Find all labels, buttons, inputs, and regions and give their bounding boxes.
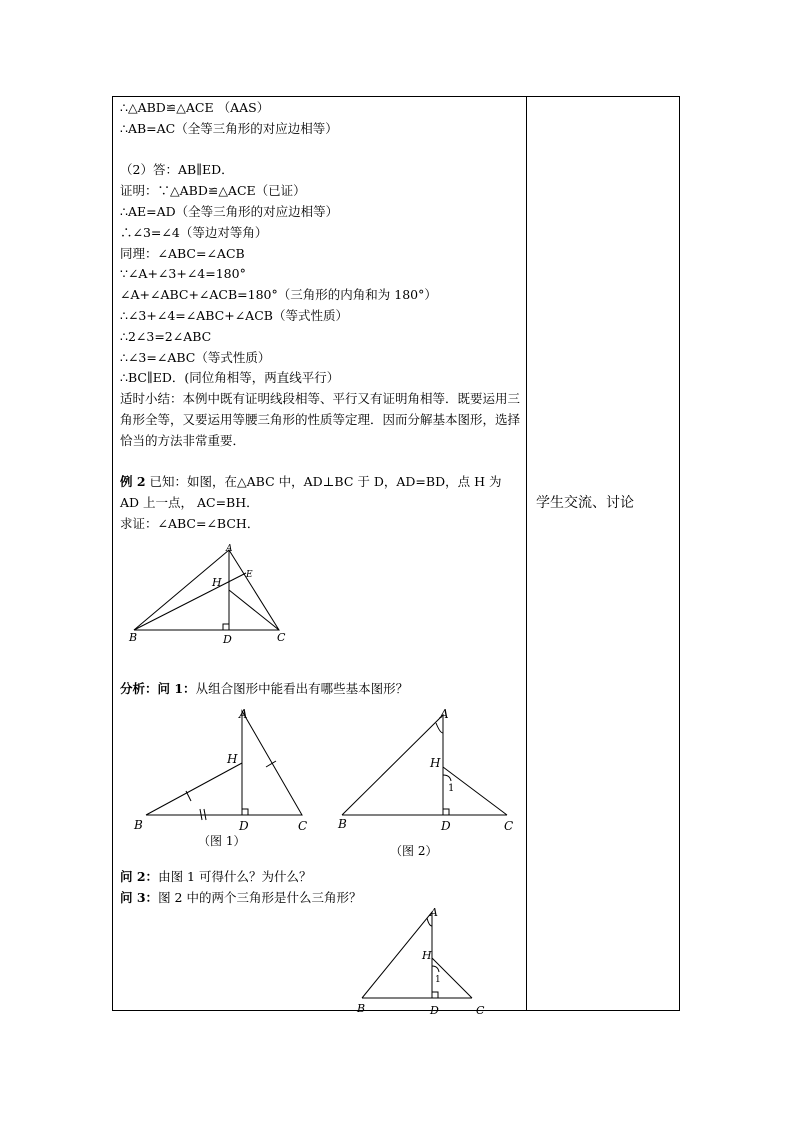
fig2-label-h: H: [430, 756, 441, 770]
fig1-label-b: B: [134, 818, 143, 832]
example-2: [120, 472, 522, 514]
fig1-label-a: A: [239, 707, 248, 721]
content-column: [120, 98, 522, 535]
point-label-h: H: [212, 576, 222, 589]
fig2-label-d: D: [441, 819, 451, 833]
analysis-label: 分析：问 1：: [120, 681, 196, 696]
fig1-label-h: H: [227, 752, 238, 766]
proof-line: ∴BC∥ED．(同位角相等，两直线平行）: [120, 370, 340, 386]
fig1-label-c: C: [298, 819, 308, 833]
fig1-label-d: D: [239, 819, 249, 833]
proof-line: ∴△ABD≌△ACE （AAS）: [120, 100, 270, 115]
proof-line: ∵∠A+∠3+∠4=180°: [120, 266, 246, 282]
proof-line: ∴AB=AC（全等三角形的对应边相等）: [120, 120, 338, 136]
point-label-b: B: [129, 631, 138, 644]
example-2-text: 已知：如图，在△ABC 中，AD⊥BC 于 D，AD=BD，点 H 为 AD 上一点， AC=BH．: [120, 474, 502, 511]
prove-statement: 求证：∠ABC=∠BCH．: [120, 515, 260, 531]
proof-line: ∴∠3=∠ABC（等式性质）: [120, 349, 271, 365]
figure-1: [126, 703, 326, 853]
question-3: [120, 888, 361, 909]
question-2: [120, 867, 361, 888]
figure-2: [330, 703, 530, 863]
fig2-label-a: A: [440, 707, 449, 721]
bottom-angle-1: 1: [435, 975, 441, 985]
proof-line: （2）答：AB∥ED．: [120, 162, 234, 178]
q2-text: 由图 1 可得什么？为什么？: [158, 869, 312, 884]
followup-questions: [120, 867, 361, 909]
point-label-e: E: [246, 570, 253, 580]
fig2-label-b: B: [338, 817, 347, 831]
example-2-label: 例 2: [120, 474, 146, 490]
proof-line: ∴∠3=∠4（等边对等角）: [120, 224, 268, 240]
bottom-figure: [352, 902, 492, 1020]
bottom-label-d: D: [430, 1004, 439, 1017]
proof-line: 同理：∠ABC=∠ACB: [120, 245, 245, 261]
bottom-label-h: H: [422, 949, 432, 962]
proof-line: ∴AE=AD（全等三角形的对应边相等）: [120, 203, 339, 219]
bottom-label-a: A: [430, 906, 438, 919]
bottom-label-c: C: [476, 1004, 485, 1017]
proof-line: 证明：∵△ABD≌△ACE（已证）: [120, 183, 306, 199]
column-divider: [526, 96, 527, 1011]
proof-line: ∴2∠3=2∠ABC: [120, 328, 212, 344]
bottom-label-b: B: [357, 1002, 366, 1015]
proof-line: ∴∠3+∠4=∠ABC+∠ACB（等式性质）: [120, 307, 348, 323]
fig2-angle-1: 1: [448, 783, 455, 794]
summary-paragraph: 适时小结：本例中既有证明线段相等、平行又有证明角相等．既要运用三角形全等，又要运用等腰三角形的性质等定理．因而分解基本图形，选择恰当的方法非常重要．: [120, 391, 521, 448]
point-label-c: C: [277, 631, 286, 644]
analysis-question: [120, 679, 408, 697]
point-label-a: A: [226, 544, 233, 554]
fig1-caption: （图 1）: [198, 834, 246, 848]
combined-figure: [126, 540, 296, 645]
point-label-d: D: [223, 633, 232, 645]
analysis-text: 从组合图形中能看出有哪些基本图形？: [195, 681, 409, 696]
right-column-note: 学生交流、讨论: [536, 495, 634, 511]
q3-label: 问 3：: [120, 889, 159, 905]
fig2-caption: （图 2）: [390, 844, 438, 858]
proof-line: ∠A+∠ABC+∠ACB=180°（三角形的内角和为 180°）: [120, 287, 437, 303]
q2-label: 问 2：: [120, 869, 159, 884]
fig2-label-c: C: [504, 819, 514, 833]
q3-text: 图 2 中的两个三角形是什么三角形？: [158, 889, 362, 905]
